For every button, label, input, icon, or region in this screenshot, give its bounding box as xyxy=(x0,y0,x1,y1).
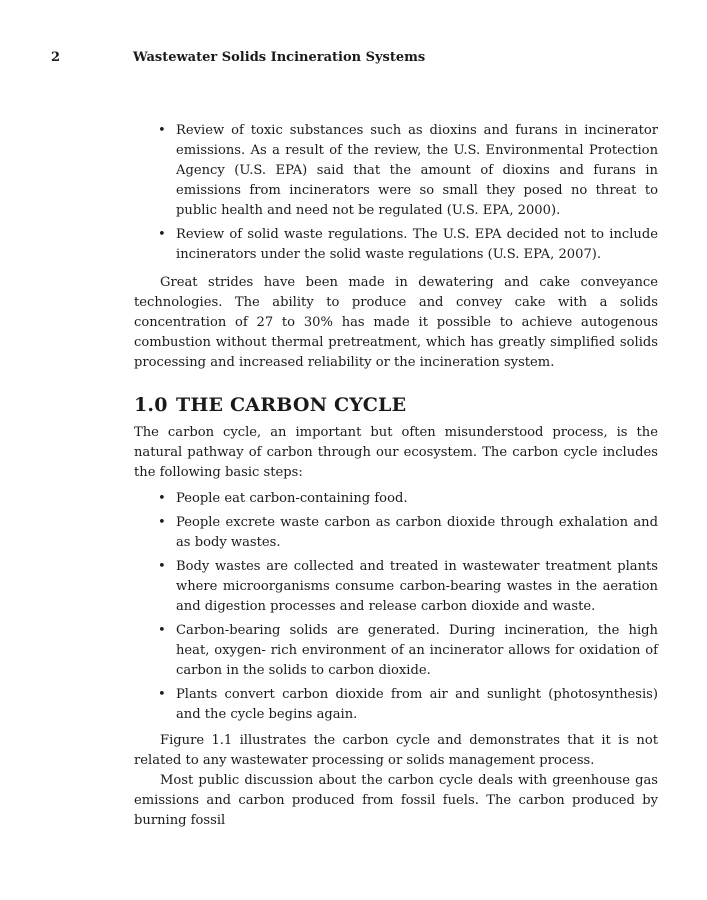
page-body xyxy=(134,121,658,831)
running-header xyxy=(51,50,667,68)
list-item-text: Carbon-bearing solids are generated. During incineration, the high heat, oxygen- rich environment of an incinerator allows for oxidation of carbon in the solids to carbon dioxide. xyxy=(176,623,658,678)
section-heading xyxy=(134,393,658,417)
list-item-text: People excrete waste carbon as carbon dioxide through exhalation and as body wastes. xyxy=(176,515,658,550)
list-item xyxy=(134,685,658,725)
paragraph: Great strides have been made in dewatering and cake conveyance technologies. The ability to produce and convey cake with a solids concentration of 27 to 30% has made it possible to achieve autogenous combustion without thermal pretreatment, which has greatly simplified solids processing and increased reliability or the incineration system. xyxy=(134,275,658,370)
bullet-icon: • xyxy=(158,491,166,506)
list-item xyxy=(134,513,658,553)
bullet-icon: • xyxy=(158,515,166,530)
page-number: 2 xyxy=(51,50,61,65)
list-item xyxy=(134,225,658,265)
list-item-text: Plants convert carbon dioxide from air and sunlight (photosynthesis) and the cycle begins again. xyxy=(176,687,658,722)
intro-bullet-list xyxy=(134,121,658,265)
carbon-cycle-steps xyxy=(134,489,658,725)
paragraph: Most public discussion about the carbon cycle deals with greenhouse gas emissions and carbon produced from fossil fuels. The carbon produced by burning fossil xyxy=(134,773,658,828)
bullet-icon: • xyxy=(158,623,166,638)
book-title: Wastewater Solids Incineration Systems xyxy=(133,50,426,65)
bullet-icon: • xyxy=(158,559,166,574)
bullet-icon: • xyxy=(158,227,166,242)
section-title: THE CARBON CYCLE xyxy=(176,394,407,416)
list-item xyxy=(134,121,658,221)
list-item-text: Review of solid waste regulations. The U.S. EPA decided not to include incinerators under the solid waste regulations (U.S. EPA, 2007). xyxy=(176,227,658,262)
list-item xyxy=(134,621,658,681)
section-intro: The carbon cycle, an important but often misunderstood process, is the natural pathway of carbon through our ecosystem. The carbon cycle includes the following basic steps: xyxy=(134,425,658,480)
list-item-text: Body wastes are collected and treated in wastewater treatment plants where microorganisms consume carbon-bearing wastes in the aeration and digestion processes and release carbon dioxide and waste. xyxy=(176,559,658,614)
bullet-icon: • xyxy=(158,123,166,138)
section-number: 1.0 xyxy=(134,394,168,416)
paragraph: Figure 1.1 illustrates the carbon cycle and demonstrates that it is not related to any wastewater processing or solids management process. xyxy=(134,733,658,768)
bullet-icon: • xyxy=(158,687,166,702)
list-item-text: Review of toxic substances such as dioxins and furans in incinerator emissions. As a result of the review, the U.S. Environmental Protection Agency (U.S. EPA) said that the amount of dioxins and furans in emissions from incinerators were so small they posed no threat to public health and need not be regulated (U.S. EPA, 2000). xyxy=(176,123,658,218)
list-item xyxy=(134,557,658,617)
list-item xyxy=(134,489,658,509)
list-item-text: People eat carbon-containing food. xyxy=(176,491,408,506)
